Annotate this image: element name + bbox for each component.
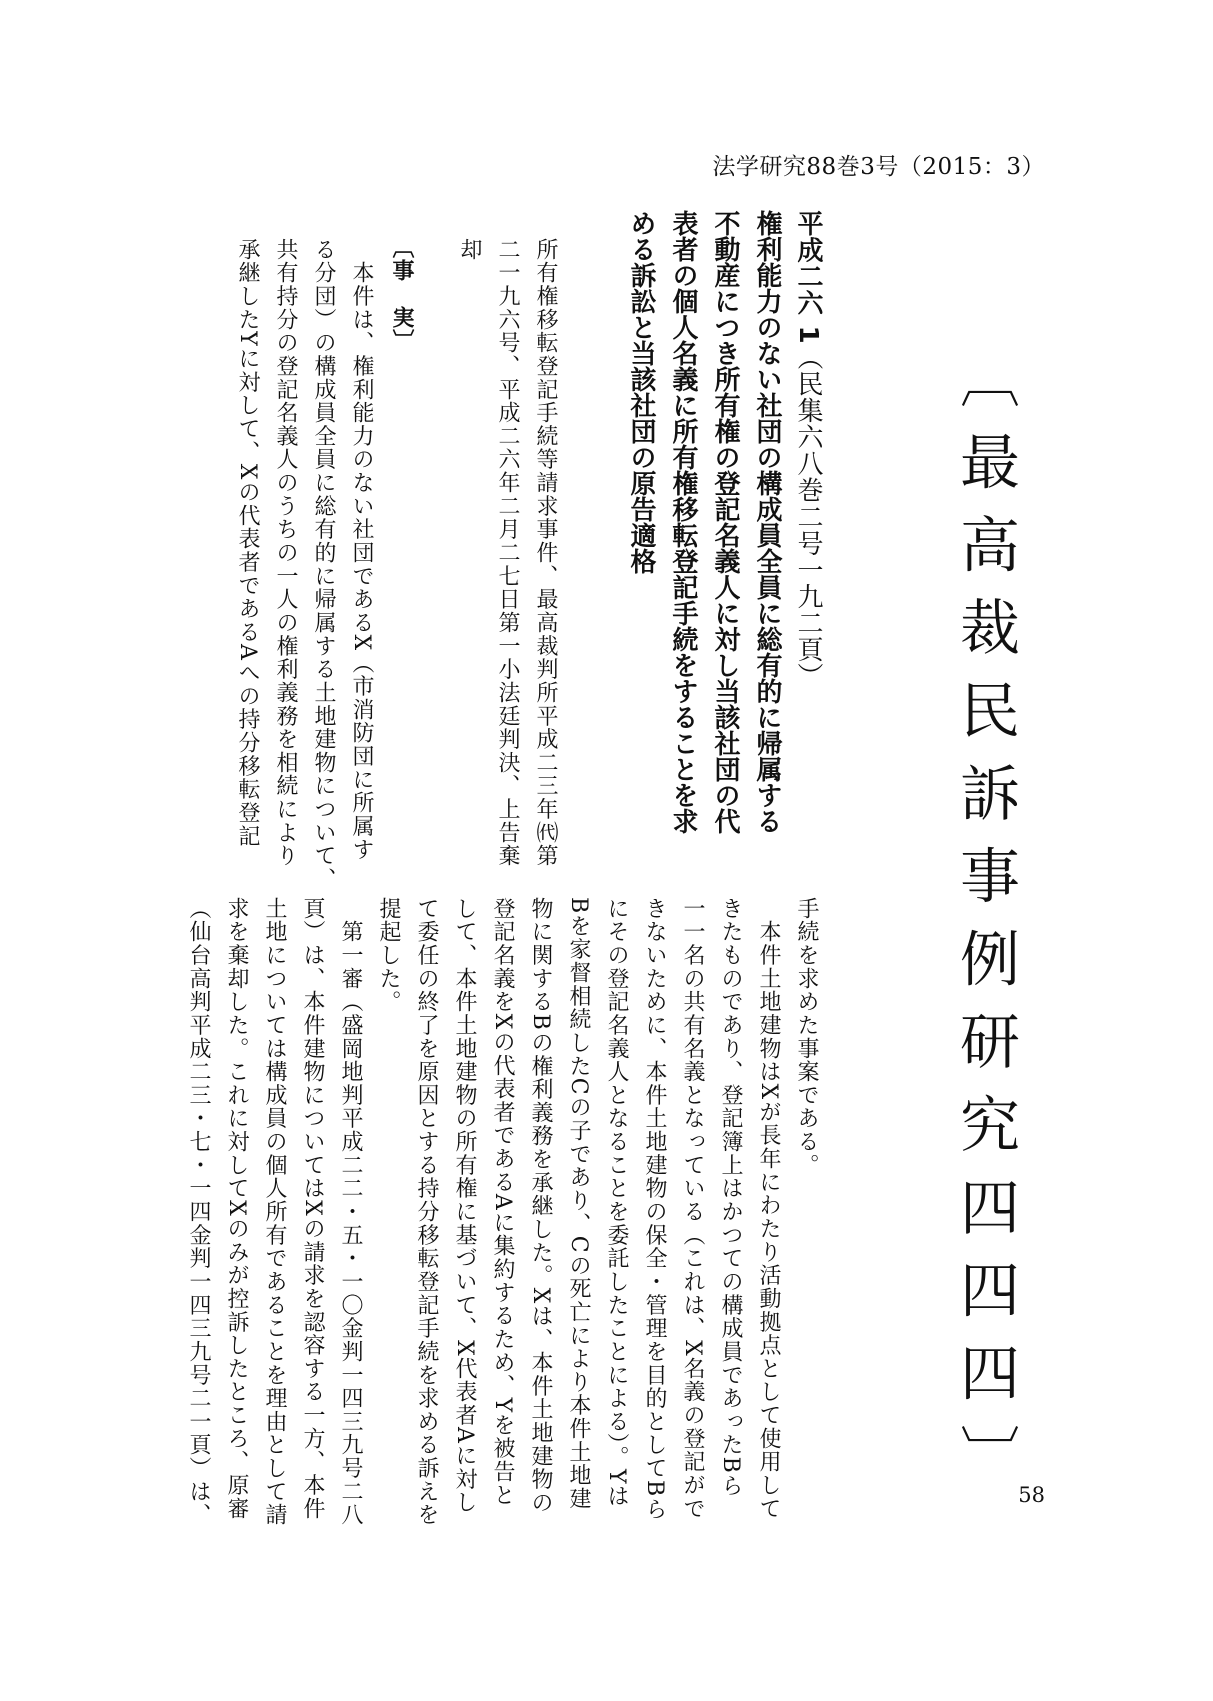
facts-line: 提起した。: [376, 897, 401, 1014]
facts-line: Bを家督相続したCの子であり、Cの死亡により本件土地建: [566, 897, 591, 1511]
procedure-line: 却: [457, 238, 482, 262]
facts-line: 本件は、権利能力のない社団であるX（市消防団に所属す: [349, 238, 374, 862]
case-citation: （民集六八巻二号一九二頁）: [793, 344, 823, 690]
page-number: 58: [1018, 1483, 1045, 1507]
facts-line: 第一審（盛岡地判平成二二・五・一〇金判一四三九号二八: [338, 897, 363, 1527]
case-headline-line: 権利能力のない社団の構成員全員に総有的に帰属する: [752, 210, 782, 834]
journal-header: 法学研究88巻3号（2015：3）: [712, 154, 1045, 180]
case-headline-line: 表者の個人名義に所有権移転登記手続をすることを求: [668, 210, 698, 834]
case-headline-line: める訴訟と当該社団の原告適格: [626, 210, 656, 574]
procedure-line: 二一九六号、平成二六年二月二七日第一小法廷判決、上告棄: [495, 238, 520, 868]
facts-line: 共有持分の登記名義人のうちの一人の権利義務を相続により: [273, 238, 298, 868]
procedure-line: 所有権移転登記手続等請求事件、最高裁判所平成二三年㈹第: [533, 238, 558, 868]
facts-line: 一一名の共有名義となっている（これは、X名義の登記がで: [680, 897, 705, 1521]
facts-line: 求を棄却した。これに対してXのみが控訴したところ、原審: [224, 897, 249, 1521]
facts-line: て委任の終了を原因とする持分移転登記手続を求める訴えを: [414, 897, 439, 1527]
facts-line: 承継したYに対して、Xの代表者であるAへの持分移転登記: [235, 238, 260, 848]
case-number-label: 平成二六 1: [793, 210, 823, 345]
facts-line: 登記名義をXの代表者であるAに集約するため、Yを被告と: [490, 897, 515, 1507]
facts-line: にその登記名義人となることを委託したことによる）。Yは: [604, 897, 629, 1509]
facts-line: る分団）の構成員全員に総有的に帰属する土地建物について、: [311, 238, 336, 891]
series-title: 〔最高裁民訴事例研究四四四〕: [950, 348, 1020, 1508]
facts-line: して、本件土地建物の所有権に基づいて、X代表者Aに対し: [452, 897, 477, 1515]
facts-line: きたものであり、登記簿上はかつての構成員であったBら: [718, 897, 743, 1498]
facts-line: 手続を求めた事案である。: [794, 897, 819, 1177]
facts-line: 土地については構成員の個人所有であることを理由として請: [262, 897, 287, 1527]
facts-line: きないために、本件土地建物の保全・管理を目的としてBら: [642, 897, 667, 1521]
case-headline-line: 不動産につき所有権の登記名義人に対し当該社団の代: [710, 210, 740, 834]
facts-heading: 〔事 実〕: [389, 236, 414, 353]
facts-line: 頁）は、本件建物についてはXの請求を認容する一方、本件: [300, 897, 325, 1521]
facts-line: 物に関するBの権利義務を承継した。Xは、本件土地建物の: [528, 897, 553, 1515]
facts-line: （仙台高判平成二三・七・一四金判一四三九号二一頁）は、: [186, 897, 211, 1527]
facts-line: 本件土地建物はXが長年にわたり活動拠点として使用して: [756, 897, 781, 1521]
